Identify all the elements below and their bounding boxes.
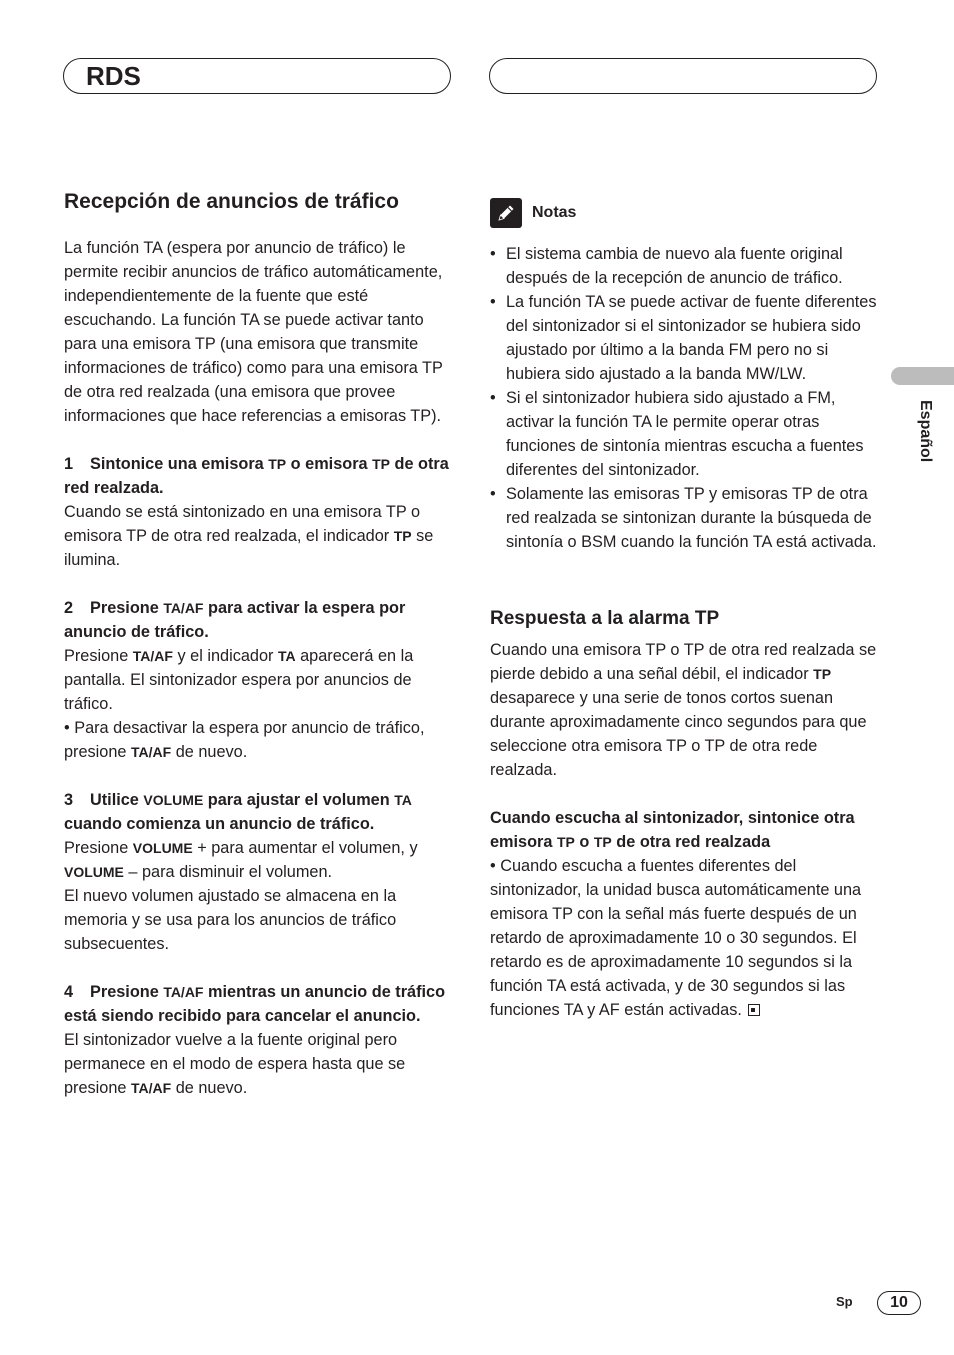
step-2 — [64, 596, 452, 764]
step-text: para ajustar el volumen — [203, 791, 395, 809]
key-label: TA/AF — [163, 984, 204, 1000]
key-label: TA/AF — [132, 648, 173, 664]
step-title — [64, 596, 452, 644]
body-text: Presione — [64, 647, 133, 665]
step-text: Cuando escucha al sintonizador, sintonice otra emisora — [490, 809, 855, 851]
language-code: Sp — [836, 1294, 853, 1309]
pencil-icon — [490, 198, 522, 228]
notes-list — [490, 242, 882, 554]
step-title — [64, 452, 452, 500]
key-label: TA/AF — [130, 1080, 172, 1096]
key-label: TP — [372, 456, 390, 472]
page-number: 10 — [877, 1291, 921, 1315]
notes-label: Notas — [532, 204, 577, 221]
key-label: TP — [556, 834, 575, 850]
step-note — [64, 716, 452, 764]
body-text: de nuevo. — [171, 743, 248, 761]
procedure-heading — [490, 806, 882, 854]
note-item: • El sistema cambia de nuevo ala fuente original después de la recepción de anuncio de tráfico. — [490, 242, 882, 290]
step-text: Presione — [90, 983, 164, 1001]
step-3 — [64, 788, 452, 956]
body-text: Presione — [64, 839, 133, 857]
left-column — [64, 186, 452, 1100]
step-text: de otra red realzada. — [64, 455, 449, 497]
step-body — [64, 644, 452, 716]
step-4 — [64, 980, 452, 1100]
body-text: y el indicador — [172, 647, 278, 665]
step-body — [64, 1028, 452, 1100]
body-text: Cuando se está sintonizado en una emisora TP o emisora TP de otra red realzada, el indicador — [64, 503, 421, 545]
key-label: VOLUME — [64, 864, 124, 880]
step-title — [64, 980, 452, 1028]
key-label: TP — [593, 834, 612, 850]
step-text: o — [574, 833, 594, 851]
step-number: 1 — [64, 455, 74, 473]
key-label: TP — [393, 528, 412, 544]
note-item: • Si el sintonizador hubiera sido ajustado a FM, activar la función TA le permite operar otras funciones de sintonía mientras escucha a fuentes diferentes del sintonizador. — [490, 386, 882, 482]
body-text: El sintonizador vuelve a la fuente original pero permanece en el modo de espera hasta que se presione — [64, 1031, 406, 1097]
step-text: cuando comienza un anuncio de tráfico. — [64, 815, 375, 833]
body-text: se ilumina. — [64, 527, 434, 569]
step-number: 2 — [64, 599, 74, 617]
step-number: 3 — [64, 791, 74, 809]
step-text: mientras un anuncio de tráfico está siendo recibido para cancelar el anuncio. — [64, 983, 446, 1025]
language-label: Español — [917, 400, 934, 463]
body-text: – para disminuir el volumen. — [123, 863, 333, 881]
page-heading: Recepción de anuncios de tráfico — [64, 190, 399, 213]
procedure-body — [490, 854, 882, 1022]
body-text: • Para desactivar la espera por anuncio de tráfico, presione — [64, 719, 425, 761]
body-text: Cuando una emisora TP o TP de otra red realzada se pierde debido a una señal débil, el indicador — [490, 641, 877, 683]
step-body — [64, 836, 452, 884]
note-item: • La función TA se puede activar de fuente diferentes del sintonizador si el sintonizador se hubiera sido ajustado por último a la banda FM pero no si hubiera sido ajustado a la banda MW/LW. — [490, 290, 882, 386]
key-label: TA — [277, 648, 296, 664]
key-label: TP — [813, 666, 832, 682]
step-text: para activar la espera por anuncio de tráfico. — [64, 599, 406, 641]
step-note: El nuevo volumen ajustado se almacena en la memoria y se usa para los anuncios de tráfico subsecuentes. — [64, 887, 397, 953]
step-1 — [64, 452, 452, 572]
subsection-heading: Respuesta a la alarma TP — [490, 608, 720, 629]
body-text: + para aumentar el volumen, y — [192, 839, 418, 857]
body-text: • Cuando escucha a fuentes diferentes del sintonizador, la unidad busca automáticamente una emisora TP con la señal más fuerte después de un retardo de aproximadamente 10 o 30 segundos. El retardo es de aproximadamente 10 segundos si la función TA está activada, y de 30 segundos si las funciones TA y AF están activadas. — [490, 857, 862, 1019]
step-body — [64, 500, 452, 572]
section-title: RDS — [86, 61, 141, 91]
notes-header — [490, 198, 882, 228]
body-text: de nuevo. — [171, 1079, 248, 1097]
key-label: VOLUME — [132, 840, 193, 856]
note-item: • Solamente las emisoras TP y emisoras TP de otra red realzada se sintonizan durante la búsqueda de sintonía o BSM cuando la función TA está activada. — [490, 482, 882, 554]
step-text: de otra red realzada — [611, 833, 771, 851]
step-title — [64, 788, 452, 836]
right-column — [490, 198, 882, 1022]
key-label: TA — [394, 792, 412, 808]
body-text: desaparece y una serie de tonos cortos suenan durante aproximadamente cinco segundos para que seleccione otra emisora TP o TP de otra rede realzada. — [490, 689, 867, 779]
step-text: o emisora — [286, 455, 373, 473]
step-text: Utilice — [90, 791, 144, 809]
step-number: 4 — [64, 983, 74, 1001]
key-label: TP — [268, 456, 287, 472]
step-text: Presione — [90, 599, 164, 617]
key-label: VOLUME — [143, 792, 204, 808]
section-header-box — [63, 58, 451, 94]
language-tab — [891, 367, 954, 385]
body-text: aparecerá en la pantalla. El sintonizador espera por anuncios de tráfico. — [64, 647, 414, 713]
end-mark-icon — [748, 1004, 760, 1016]
alarm-paragraph — [490, 638, 882, 782]
intro-paragraph: La función TA (espera por anuncio de tráfico) le permite recibir anuncios de tráfico automáticamente, independientemente de la fuente que esté escuchando. La función TA se puede activar tanto para una emisora TP (una emisora que transmite informaciones de tráfico) como para una emisora TP de otra red realzada (una emisora que provee informaciones que hace referencias a emisoras TP). — [64, 239, 443, 425]
key-label: TA/AF — [163, 600, 204, 616]
key-label: TA/AF — [130, 744, 172, 760]
step-text: Sintonice una emisora — [90, 455, 269, 473]
section-header-box-empty — [489, 58, 877, 94]
